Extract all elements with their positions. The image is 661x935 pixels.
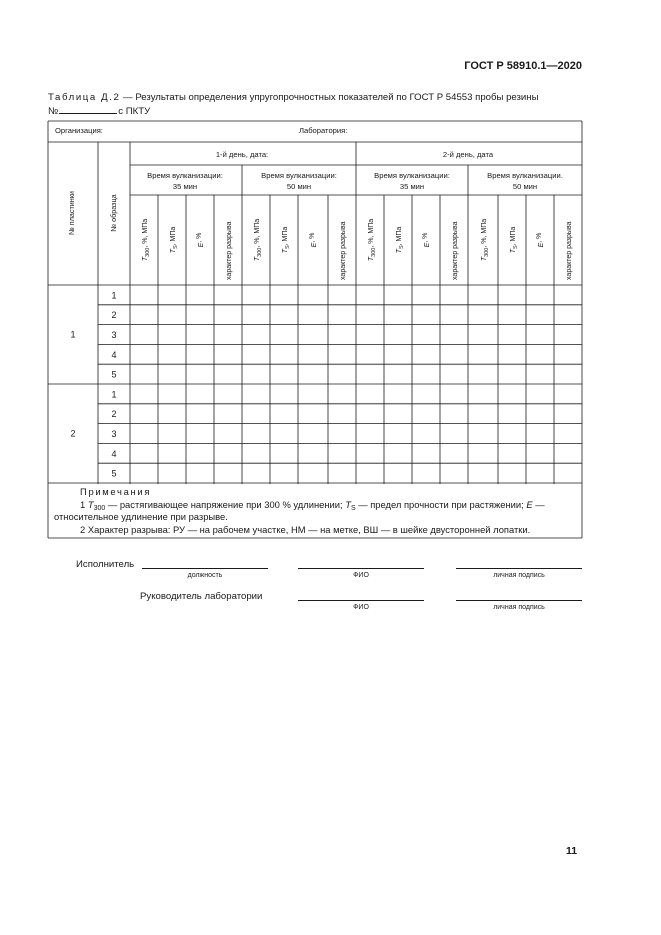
note-1-symbol-e: E [526,498,533,510]
vulc-time-value-2: 50 мин [286,182,312,191]
subcol-header-t300: $T_{300}$, %, МПа [142,218,151,262]
subcol-header-ts: $T_S$, МПа [396,226,405,254]
lab-head-name-line[interactable] [298,600,424,601]
caption-text: — Результаты определения упругопрочностных показателей по ГОСТ Р 54553 пробы резины [120,92,539,103]
lab-head-label: Руководитель лаборатории [140,591,263,602]
table-notes [54,486,580,536]
vulc-time-label-3: Время вулканизации: [374,171,450,180]
subcol-header-break: характер разрыва [452,221,459,280]
subcol-header-t300: $T_{300}$, %, МПа [481,218,490,262]
performer-position-line[interactable] [142,568,268,569]
organization-label: Организация: [55,126,103,135]
day2-header: 2-й день, дата [442,150,494,159]
vulc-time-label-4: Время вулканизации. [487,171,563,180]
caption-suffix: с ПКТУ [118,106,151,117]
lab-head-signature-caption: личная подпись [493,604,545,611]
subcol-header-t300: $T_{300}$, %, МПа [368,218,377,262]
lab-head-signature-line[interactable] [456,600,582,601]
note-2: 2 Характер разрыва: РУ — на рабочем участке, НМ — на метке, ВШ — в шейке двусторонней лопатки. [80,523,531,535]
note-1-subscript-300: 300 [93,504,106,512]
note-1-text-c: — относительное удлинение при разрыве. [54,498,545,522]
laboratory-label: Лаборатория: [299,126,348,135]
sample-number: 3 [111,330,117,340]
table-grid [48,121,582,538]
sample-number: 4 [111,448,117,459]
vulc-time-label-1: Время вулканизации: [147,171,223,180]
name-caption: ФИО [353,572,369,579]
plate-number-header: № пластинки [67,191,76,235]
subcol-header-break: характер разрыва [566,221,573,280]
subcol-header-e: E, % [422,232,431,248]
sample-number: 4 [111,349,117,360]
notes-title: Примечания [80,486,152,497]
note-1-number: 1 [80,498,88,510]
subcol-header-ts: $T_S$, МПа [510,226,519,254]
vulc-time-label-2: Время вулканизации: [261,171,337,180]
subcol-header-e: E, % [309,232,318,248]
caption-label: Таблица Д.2 [48,92,121,103]
caption-number-prefix: № [48,106,59,117]
plate-number: 2 [70,428,76,439]
vulc-time-value-3: 35 мин [399,182,425,191]
subcol-header-e: E, % [196,232,205,248]
position-caption: должность [187,572,223,579]
table-text [55,126,573,479]
performer-label: Исполнитель [76,559,135,570]
subcol-header-break: характер разрыва [226,221,233,280]
document-code: ГОСТ Р 58910.1—2020 [464,60,582,72]
sample-number: 2 [111,409,117,420]
subcol-header-ts: $T_S$, МПа [282,226,291,254]
sample-number: 5 [111,369,117,380]
signature-caption: личная подпись [493,572,545,579]
performer-name-line[interactable] [298,568,424,569]
vulc-time-value-4: 50 мин [512,182,538,191]
sample-number: 5 [111,468,117,479]
sample-number-header: № образца [109,194,118,232]
sample-number: 2 [111,310,117,321]
subcol-header-break: характер разрыва [340,221,347,280]
note-1-subscript-s: S [350,504,356,512]
day1-header: 1-й день, дата: [215,150,269,159]
sample-number: 1 [111,290,117,301]
sample-number: 1 [111,389,117,400]
vulc-time-value-1: 35 мин [172,182,198,191]
subcol-header-t300: $T_{300}$, %, МПа [254,218,263,262]
subcol-header-ts: $T_S$, МПа [170,226,179,254]
note-1-symbol-ts: T [345,498,351,510]
page-number: 11 [566,845,578,857]
subcol-header-e: E, % [536,232,545,248]
sample-number: 3 [111,429,117,439]
note-1 [54,499,580,524]
lab-head-name-caption: ФИО [353,604,369,611]
note-1-symbol-t300: T [87,498,94,510]
note-1-text-b: — предел прочности при растяжении; [355,498,527,510]
note-1-text-a: — растягивающее напряжение при 300 % удлинении; [105,498,346,510]
plate-number: 1 [70,329,76,340]
performer-signature-line[interactable] [456,568,582,569]
